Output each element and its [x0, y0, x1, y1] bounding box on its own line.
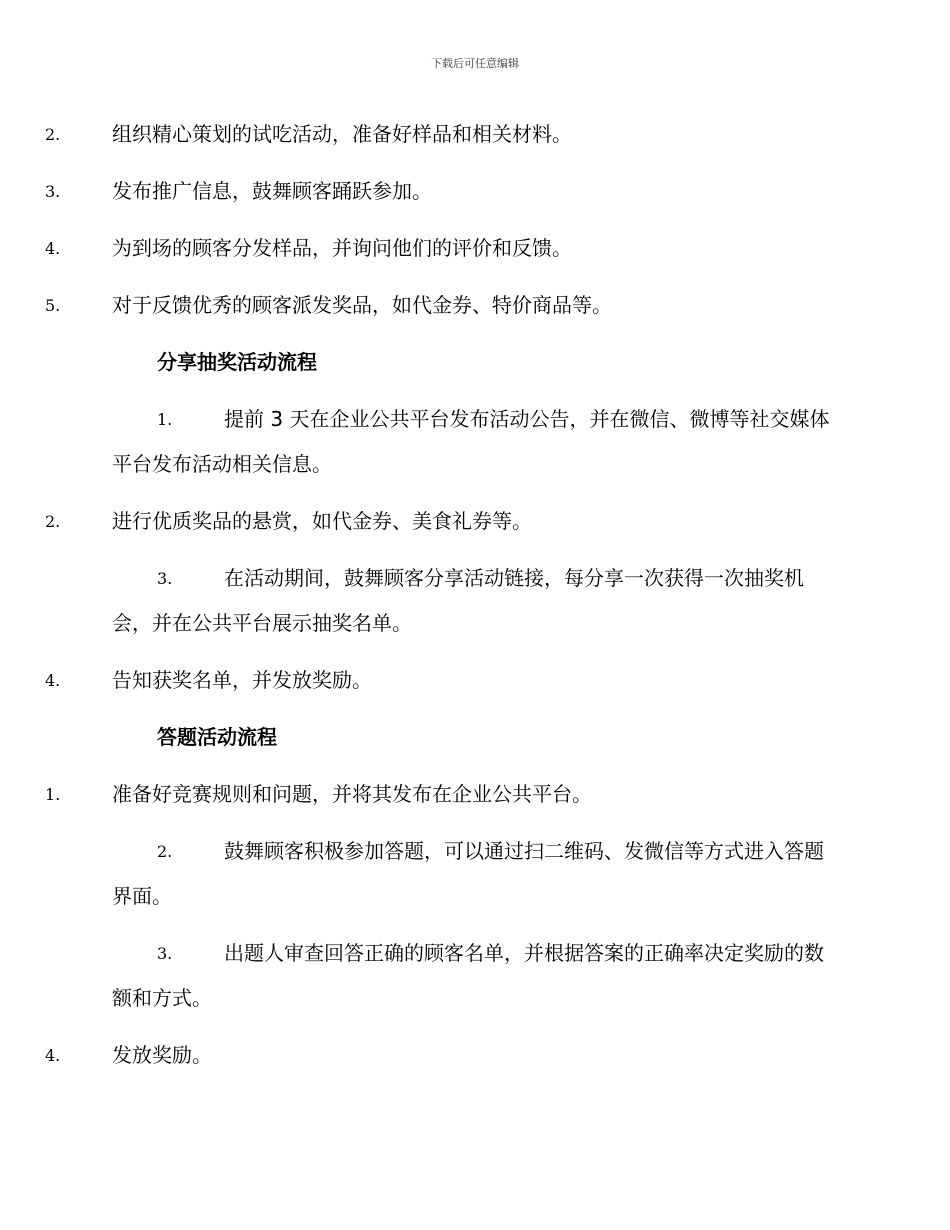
list-item-text: 发放奖励。 [112, 1043, 212, 1067]
list-item [0, 499, 836, 544]
header-note: 下载后可任意编辑 [431, 57, 519, 70]
list-item-text: 组织精心策划的试吃活动，准备好样品和相关材料。 [112, 122, 572, 146]
list-item-text: 告知获奖名单，并发放奖励。 [112, 668, 372, 692]
list-item [0, 226, 836, 271]
list-item [0, 772, 836, 817]
list-item-number: 2. [45, 125, 61, 144]
list-item [112, 556, 836, 646]
list-item-number: 4. [45, 239, 61, 258]
list-item [0, 658, 836, 703]
list-item-text: 提前 3 天在企业公共平台发布活动公告，并在微信、微博等社交媒体平台发布活动相关信息。 [112, 407, 830, 476]
list-item [0, 112, 836, 157]
section-heading-quiz: 答题活动流程 [157, 725, 277, 749]
list-item-number: 2. [157, 842, 173, 861]
list-item-text: 鼓舞顾客积极参加答题，可以通过扫二维码、发微信等方式进入答题界面。 [112, 839, 824, 908]
list-item-number: 4. [45, 1046, 61, 1065]
list-item-text: 出题人审查回答正确的顾客名单，并根据答案的正确率决定奖励的数额和方式。 [112, 941, 824, 1010]
list-item-text: 准备好竞赛规则和问题，并将其发布在企业公共平台。 [112, 782, 592, 806]
list-item [112, 931, 836, 1021]
list-item-number: 5. [45, 296, 61, 315]
list-item-text: 发布推广信息，鼓舞顾客踊跃参加。 [112, 179, 432, 203]
list-item-number: 3. [157, 944, 173, 963]
list-item-number: 3. [157, 569, 173, 588]
section-heading-share-lottery: 分享抽奖活动流程 [157, 350, 317, 374]
list-item-number: 3. [45, 182, 61, 201]
document-content [45, 112, 836, 1090]
list-item-number: 4. [45, 671, 61, 690]
list-item-text: 进行优质奖品的悬赏，如代金券、美食礼券等。 [112, 509, 532, 533]
list-item-number: 2. [45, 512, 61, 531]
list-item-text: 对于反馈优秀的顾客派发奖品，如代金券、特价商品等。 [112, 293, 612, 317]
list-item [0, 1033, 836, 1078]
list-item-text: 在活动期间，鼓舞顾客分享活动链接，每分享一次获得一次抽奖机会，并在公共平台展示抽奖名单。 [112, 566, 804, 635]
list-item [0, 169, 836, 214]
list-item [0, 283, 836, 328]
list-item-number: 1. [157, 410, 173, 429]
list-item [112, 829, 836, 919]
list-item-text: 为到场的顾客分发样品，并询问他们的评价和反馈。 [112, 236, 572, 260]
list-item [112, 397, 836, 487]
list-item-number: 1. [45, 785, 61, 804]
